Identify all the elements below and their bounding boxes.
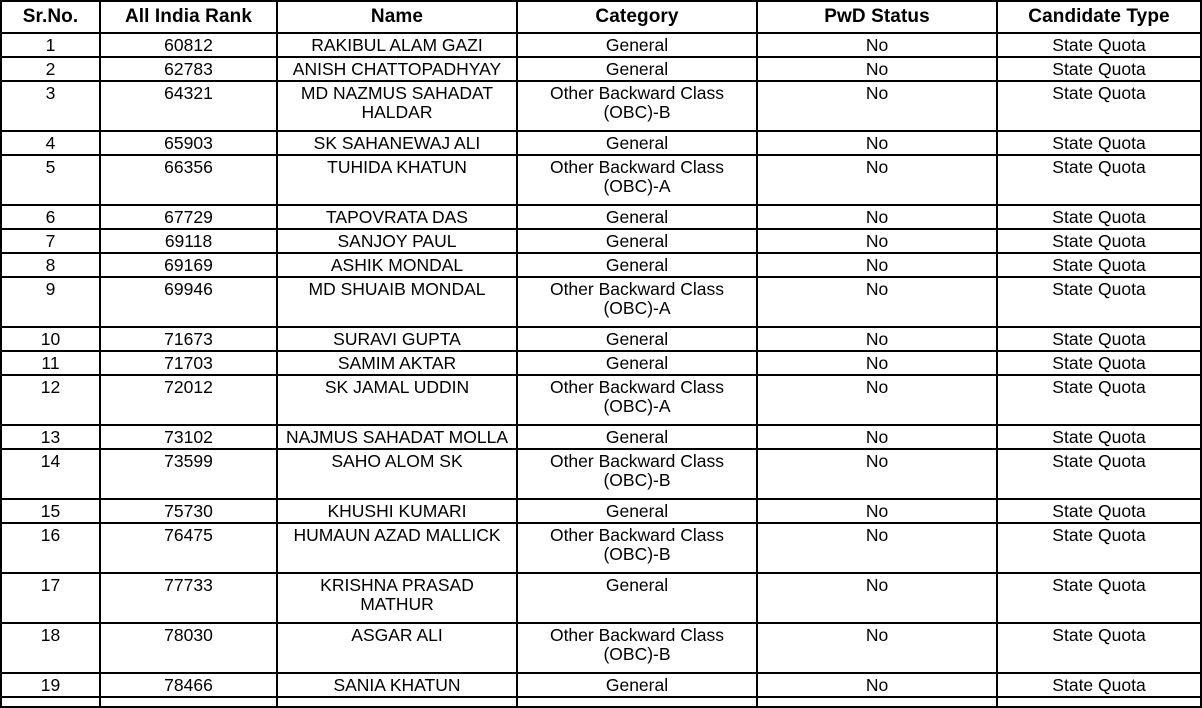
cell-candidate-type: State Quota: [997, 33, 1201, 57]
cell-category-line-1: General: [605, 575, 669, 595]
cell-candidate-type: State Quota: [997, 425, 1201, 449]
column-header-all-india-rank: All India Rank: [100, 1, 277, 33]
column-header-pwd-status: PwD Status: [757, 1, 997, 33]
cell-candidate-type: State Quota: [997, 499, 1201, 523]
cell-category: [517, 425, 757, 449]
cell-category-line-1: Other Backward Class: [549, 279, 725, 299]
cell-all-india-rank: 72012: [100, 375, 277, 425]
cell-name: RAKIBUL ALAM GAZI: [277, 33, 517, 57]
cell-category-line-2: (OBC)-B: [603, 101, 671, 122]
cell-category-line-1: General: [605, 207, 669, 227]
cell-pwd-status: No: [757, 131, 997, 155]
cell-candidate-type: State Quota: [997, 253, 1201, 277]
cell-category: [517, 499, 757, 523]
table-row: [1, 229, 1201, 253]
cell-sr-no: 4: [1, 131, 100, 155]
cell-all-india-rank: 69169: [100, 253, 277, 277]
table-row: [1, 327, 1201, 351]
cell-category-line-1: General: [605, 133, 669, 153]
cell-category: [517, 351, 757, 375]
cell-sr-no: 12: [1, 375, 100, 425]
table-row: [1, 131, 1201, 155]
cell-candidate-type: State Quota: [997, 573, 1201, 623]
cell-candidate-type: State Quota: [997, 205, 1201, 229]
cell-name: HUMAUN AZAD MALLICK: [277, 523, 517, 573]
table-row-partial: [1, 697, 1201, 707]
cell-category-line-1: Other Backward Class: [549, 157, 725, 177]
cell-name: SK SAHANEWAJ ALI: [277, 131, 517, 155]
cell-category-line-1: General: [605, 675, 669, 695]
cell-pwd-status: No: [757, 33, 997, 57]
cell-pwd-status: No: [757, 375, 997, 425]
cell-category: [517, 253, 757, 277]
table-body: [1, 33, 1201, 707]
cell-candidate-type: State Quota: [997, 131, 1201, 155]
cell-name: ASGAR ALI: [277, 623, 517, 673]
cell-pwd-status: No: [757, 57, 997, 81]
cell-sr-no: 10: [1, 327, 100, 351]
cell-pwd-status: No: [757, 623, 997, 673]
column-header-name: Name: [277, 1, 517, 33]
cell-category-line-1: General: [605, 353, 669, 373]
cell-pwd-status: No: [757, 205, 997, 229]
table-row: [1, 277, 1201, 327]
cell-pwd-status: No: [757, 523, 997, 573]
cell-name: MD SHUAIB MONDAL: [277, 277, 517, 327]
cell-category-line-1: General: [605, 427, 669, 447]
cell-partial: [100, 697, 277, 707]
cell-category: [517, 449, 757, 499]
cell-pwd-status: No: [757, 573, 997, 623]
cell-candidate-type: State Quota: [997, 155, 1201, 205]
cell-category-line-1: Other Backward Class: [549, 377, 725, 397]
table-row: [1, 449, 1201, 499]
cell-candidate-type: State Quota: [997, 327, 1201, 351]
cell-all-india-rank: 64321: [100, 81, 277, 131]
table-row: [1, 499, 1201, 523]
cell-pwd-status: No: [757, 81, 997, 131]
cell-all-india-rank: 78466: [100, 673, 277, 697]
cell-category: [517, 81, 757, 131]
cell-candidate-type: State Quota: [997, 375, 1201, 425]
cell-pwd-status: No: [757, 229, 997, 253]
cell-category: [517, 205, 757, 229]
cell-name: SANIA KHATUN: [277, 673, 517, 697]
cell-category-line-1: General: [605, 231, 669, 251]
table-header: [1, 1, 1201, 33]
cell-sr-no: 3: [1, 81, 100, 131]
cell-sr-no: 5: [1, 155, 100, 205]
table-row: [1, 425, 1201, 449]
cell-sr-no: 16: [1, 523, 100, 573]
cell-pwd-status: No: [757, 499, 997, 523]
cell-all-india-rank: 73599: [100, 449, 277, 499]
cell-sr-no: 11: [1, 351, 100, 375]
cell-pwd-status: No: [757, 253, 997, 277]
cell-name: TAPOVRATA DAS: [277, 205, 517, 229]
cell-candidate-type: State Quota: [997, 277, 1201, 327]
cell-candidate-type: State Quota: [997, 57, 1201, 81]
cell-candidate-type: State Quota: [997, 351, 1201, 375]
cell-category: [517, 573, 757, 623]
cell-sr-no: 7: [1, 229, 100, 253]
cell-category-line-2: (OBC)-A: [603, 175, 671, 196]
cell-sr-no: 19: [1, 673, 100, 697]
cell-sr-no: 6: [1, 205, 100, 229]
cell-category: [517, 673, 757, 697]
cell-category-line-2: (OBC)-B: [603, 469, 671, 490]
cell-all-india-rank: 75730: [100, 499, 277, 523]
table-header-row: [1, 1, 1201, 33]
table-row: [1, 623, 1201, 673]
cell-candidate-type: State Quota: [997, 523, 1201, 573]
cell-category-line-1: General: [605, 255, 669, 275]
cell-category: [517, 277, 757, 327]
cell-category: [517, 623, 757, 673]
cell-sr-no: 13: [1, 425, 100, 449]
cell-category: [517, 229, 757, 253]
cell-candidate-type: State Quota: [997, 673, 1201, 697]
cell-partial: [997, 697, 1201, 707]
cell-category-line-1: General: [605, 59, 669, 79]
table-row: [1, 351, 1201, 375]
cell-name: ANISH CHATTOPADHYAY: [277, 57, 517, 81]
cell-pwd-status: No: [757, 155, 997, 205]
table-row: [1, 573, 1201, 623]
cell-category: [517, 131, 757, 155]
cell-all-india-rank: 71673: [100, 327, 277, 351]
cell-name: ASHIK MONDAL: [277, 253, 517, 277]
cell-category-line-1: Other Backward Class: [549, 625, 725, 645]
table-row: [1, 57, 1201, 81]
cell-category-line-1: Other Backward Class: [549, 83, 725, 103]
cell-partial: [1, 697, 100, 707]
cell-all-india-rank: 77733: [100, 573, 277, 623]
cell-category: [517, 57, 757, 81]
table-row: [1, 155, 1201, 205]
cell-candidate-type: State Quota: [997, 449, 1201, 499]
cell-all-india-rank: 65903: [100, 131, 277, 155]
cell-sr-no: 9: [1, 277, 100, 327]
cell-sr-no: 8: [1, 253, 100, 277]
cell-name: SK JAMAL UDDIN: [277, 375, 517, 425]
cell-category: [517, 375, 757, 425]
cell-category-line-2: (OBC)-A: [603, 297, 671, 318]
cell-sr-no: 1: [1, 33, 100, 57]
cell-category-line-2: (OBC)-B: [603, 543, 671, 564]
column-header-candidate-type: Candidate Type: [997, 1, 1201, 33]
cell-all-india-rank: 78030: [100, 623, 277, 673]
cell-category-line-2: (OBC)-B: [603, 643, 671, 664]
cell-all-india-rank: 66356: [100, 155, 277, 205]
cell-candidate-type: State Quota: [997, 229, 1201, 253]
cell-sr-no: 18: [1, 623, 100, 673]
table-row: [1, 81, 1201, 131]
cell-name: KRISHNA PRASAD MATHUR: [277, 573, 517, 623]
table-row: [1, 375, 1201, 425]
cell-category: [517, 523, 757, 573]
cell-name: MD NAZMUS SAHADAT HALDAR: [277, 81, 517, 131]
cell-category-line-1: General: [605, 35, 669, 55]
cell-pwd-status: No: [757, 277, 997, 327]
cell-all-india-rank: 71703: [100, 351, 277, 375]
cell-name: SAHO ALOM SK: [277, 449, 517, 499]
table-row: [1, 205, 1201, 229]
cell-pwd-status: No: [757, 673, 997, 697]
cell-name: TUHIDA KHATUN: [277, 155, 517, 205]
cell-candidate-type: State Quota: [997, 81, 1201, 131]
cell-name: NAJMUS SAHADAT MOLLA: [277, 425, 517, 449]
cell-category-line-2: (OBC)-A: [603, 395, 671, 416]
table-row: [1, 253, 1201, 277]
cell-all-india-rank: 67729: [100, 205, 277, 229]
cell-all-india-rank: 73102: [100, 425, 277, 449]
cell-category: [517, 327, 757, 351]
cell-name: SURAVI GUPTA: [277, 327, 517, 351]
cell-all-india-rank: 60812: [100, 33, 277, 57]
column-header-category: Category: [517, 1, 757, 33]
table-row: [1, 33, 1201, 57]
cell-partial: [757, 697, 997, 707]
cell-sr-no: 17: [1, 573, 100, 623]
cell-name: SANJOY PAUL: [277, 229, 517, 253]
cell-name: KHUSHI KUMARI: [277, 499, 517, 523]
column-header-sr-no: Sr.No.: [1, 1, 100, 33]
cell-all-india-rank: 69946: [100, 277, 277, 327]
cell-candidate-type: State Quota: [997, 623, 1201, 673]
cell-pwd-status: No: [757, 327, 997, 351]
table-row: [1, 523, 1201, 573]
cell-name: SAMIM AKTAR: [277, 351, 517, 375]
cell-category: [517, 155, 757, 205]
cell-all-india-rank: 76475: [100, 523, 277, 573]
cell-pwd-status: No: [757, 351, 997, 375]
cell-category-line-1: Other Backward Class: [549, 451, 725, 471]
cell-pwd-status: No: [757, 449, 997, 499]
cell-category-line-1: General: [605, 501, 669, 521]
cell-pwd-status: No: [757, 425, 997, 449]
cell-all-india-rank: 62783: [100, 57, 277, 81]
cell-category-line-1: Other Backward Class: [549, 525, 725, 545]
cell-category: [517, 33, 757, 57]
cell-all-india-rank: 69118: [100, 229, 277, 253]
cell-partial: [277, 697, 517, 707]
cell-sr-no: 15: [1, 499, 100, 523]
table-row: [1, 673, 1201, 697]
cell-partial: [517, 697, 757, 707]
cell-sr-no: 2: [1, 57, 100, 81]
cell-category-line-1: General: [605, 329, 669, 349]
cell-sr-no: 14: [1, 449, 100, 499]
